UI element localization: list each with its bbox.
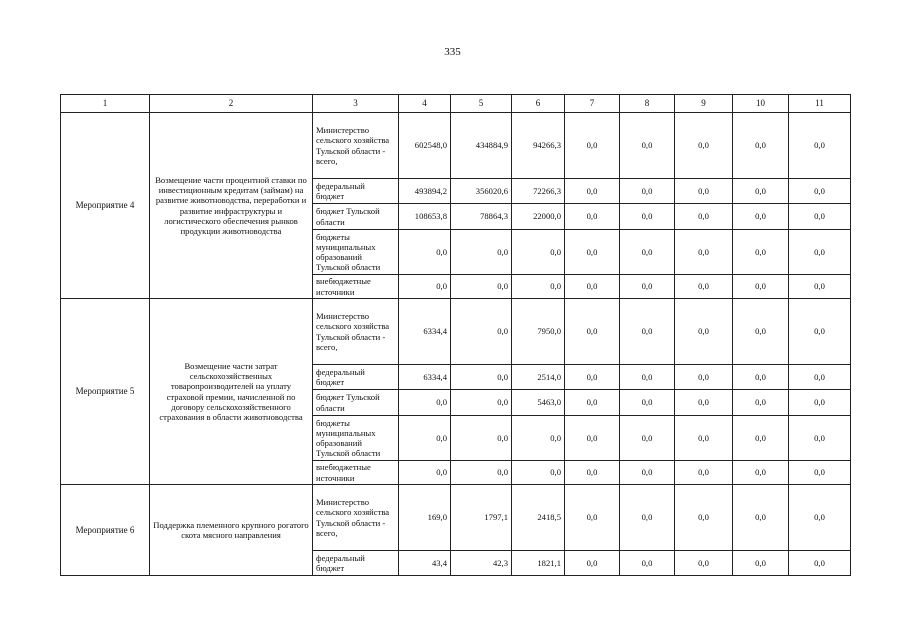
value-cell: 0,0 [733,275,789,299]
value-cell: 0,0 [565,275,620,299]
funding-source: внебюджетные источники [313,461,399,485]
funding-source: бюджет Тульской области [313,390,399,416]
value-cell: 0,0 [789,204,851,230]
value-cell: 7950,0 [512,299,565,365]
value-cell: 0,0 [733,230,789,275]
value-cell: 0,0 [675,461,733,485]
funding-source: бюджеты муниципальных образований Тульской области [313,416,399,461]
value-cell: 0,0 [620,230,675,275]
budget-table [60,94,851,576]
value-cell: 0,0 [451,365,512,390]
funding-source: федеральный бюджет [313,365,399,390]
value-cell: 0,0 [565,365,620,390]
funding-source: бюджеты муниципальных образований Тульской области [313,230,399,275]
value-cell: 22000,0 [512,204,565,230]
value-cell: 0,0 [789,485,851,551]
value-cell: 169,0 [399,485,451,551]
value-cell: 0,0 [675,230,733,275]
value-cell: 43,4 [399,551,451,576]
value-cell: 0,0 [565,179,620,204]
funding-source: федеральный бюджет [313,551,399,576]
value-cell: 0,0 [733,485,789,551]
value-cell: 0,0 [620,390,675,416]
column-header: 4 [399,95,451,113]
funding-source: Министерство сельского хозяйства Тульской области - всего, [313,113,399,179]
value-cell: 0,0 [565,485,620,551]
value-cell: 0,0 [512,230,565,275]
value-cell: 108653,8 [399,204,451,230]
value-cell: 0,0 [620,551,675,576]
value-cell: 0,0 [733,113,789,179]
value-cell: 0,0 [451,416,512,461]
value-cell: 0,0 [512,416,565,461]
measure-label: Мероприятие 4 [61,113,150,299]
column-header: 10 [733,95,789,113]
value-cell: 0,0 [451,230,512,275]
value-cell: 72266,3 [512,179,565,204]
value-cell: 0,0 [565,230,620,275]
measure-label: Мероприятие 6 [61,485,150,576]
value-cell: 0,0 [399,230,451,275]
value-cell: 0,0 [451,275,512,299]
value-cell: 94266,3 [512,113,565,179]
column-header: 8 [620,95,675,113]
column-header: 11 [789,95,851,113]
value-cell: 0,0 [620,275,675,299]
column-header: 2 [150,95,313,113]
value-cell: 42,3 [451,551,512,576]
value-cell: 0,0 [733,461,789,485]
value-cell: 0,0 [789,299,851,365]
value-cell: 78864,3 [451,204,512,230]
value-cell: 0,0 [620,416,675,461]
value-cell: 0,0 [789,179,851,204]
value-cell: 6334,4 [399,365,451,390]
value-cell: 0,0 [565,113,620,179]
measure-description: Поддержка племенного крупного рогатого скота мясного направления [150,485,313,576]
column-header: 7 [565,95,620,113]
value-cell: 0,0 [620,365,675,390]
value-cell: 493894,2 [399,179,451,204]
value-cell: 0,0 [733,416,789,461]
value-cell: 0,0 [399,390,451,416]
value-cell: 5463,0 [512,390,565,416]
value-cell: 0,0 [789,230,851,275]
value-cell: 0,0 [620,485,675,551]
value-cell: 0,0 [789,113,851,179]
column-header: 5 [451,95,512,113]
value-cell: 0,0 [565,390,620,416]
value-cell: 0,0 [620,179,675,204]
value-cell: 1821,1 [512,551,565,576]
table-row [61,485,851,551]
value-cell: 0,0 [620,204,675,230]
value-cell: 0,0 [675,485,733,551]
value-cell: 0,0 [512,275,565,299]
value-cell: 0,0 [675,299,733,365]
value-cell: 0,0 [789,416,851,461]
value-cell: 0,0 [399,416,451,461]
value-cell: 0,0 [675,113,733,179]
funding-source: Министерство сельского хозяйства Тульской области - всего, [313,299,399,365]
value-cell: 0,0 [789,390,851,416]
value-cell: 0,0 [565,551,620,576]
funding-source: федеральный бюджет [313,179,399,204]
value-cell: 0,0 [620,299,675,365]
value-cell: 1797,1 [451,485,512,551]
measure-description: Возмещение части процентной ставки по инвестиционным кредитам (займам) на развитие животноводства, переработки и развитие инфраструктуры и логистического обеспечения рынков продукции животноводства [150,113,313,299]
funding-source: внебюджетные источники [313,275,399,299]
value-cell: 0,0 [733,365,789,390]
column-header: 1 [61,95,150,113]
value-cell: 0,0 [733,179,789,204]
value-cell: 0,0 [789,551,851,576]
value-cell: 0,0 [675,416,733,461]
value-cell: 2418,5 [512,485,565,551]
value-cell: 0,0 [399,275,451,299]
value-cell: 0,0 [620,461,675,485]
column-header: 3 [313,95,399,113]
value-cell: 356020,6 [451,179,512,204]
page-number: 335 [444,46,461,58]
funding-source: бюджет Тульской области [313,204,399,230]
value-cell: 6334,4 [399,299,451,365]
value-cell: 602548,0 [399,113,451,179]
value-cell: 0,0 [451,390,512,416]
value-cell: 0,0 [733,299,789,365]
value-cell: 0,0 [675,365,733,390]
value-cell: 0,0 [565,204,620,230]
header-row [61,95,851,113]
value-cell: 0,0 [565,416,620,461]
value-cell: 2514,0 [512,365,565,390]
value-cell: 0,0 [512,461,565,485]
table-row [61,299,851,365]
value-cell: 0,0 [789,461,851,485]
value-cell: 0,0 [399,461,451,485]
value-cell: 0,0 [789,365,851,390]
value-cell: 0,0 [733,204,789,230]
value-cell: 0,0 [675,179,733,204]
value-cell: 0,0 [675,275,733,299]
value-cell: 0,0 [565,299,620,365]
value-cell: 0,0 [675,551,733,576]
value-cell: 0,0 [620,113,675,179]
column-header: 9 [675,95,733,113]
funding-source: Министерство сельского хозяйства Тульской области - всего, [313,485,399,551]
measure-description: Возмещение части затрат сельскохозяйственных товаропроизводителей на уплату страховой премии, начисленной по договору сельскохозяйственного страхования в области животноводства [150,299,313,485]
value-cell: 0,0 [789,275,851,299]
value-cell: 0,0 [733,551,789,576]
value-cell: 0,0 [733,390,789,416]
value-cell: 0,0 [675,204,733,230]
table-row [61,113,851,179]
measure-label: Мероприятие 5 [61,299,150,485]
value-cell: 434884,9 [451,113,512,179]
value-cell: 0,0 [451,461,512,485]
value-cell: 0,0 [675,390,733,416]
value-cell: 0,0 [451,299,512,365]
value-cell: 0,0 [565,461,620,485]
column-header: 6 [512,95,565,113]
